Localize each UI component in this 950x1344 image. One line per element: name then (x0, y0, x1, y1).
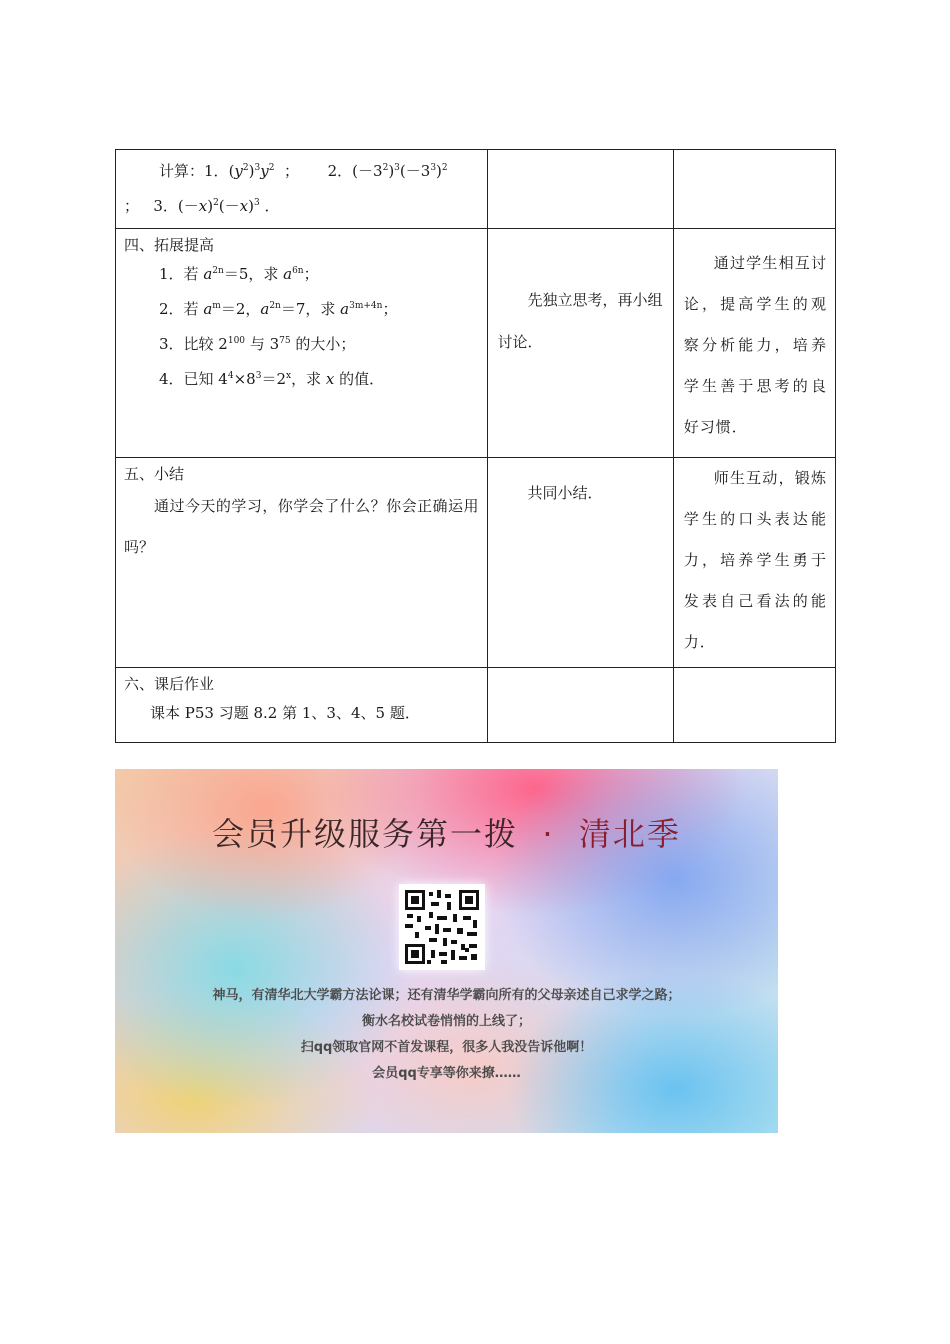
section-heading: 四、拓展提高 (124, 236, 215, 254)
activity-cell (487, 150, 673, 229)
banner-title: 会员升级服务第一拨 · 清北季 (212, 815, 681, 853)
activity-cell (487, 458, 673, 668)
section-heading: 五、小结 (124, 465, 185, 483)
activity-cell (487, 668, 673, 743)
content-cell (116, 229, 488, 458)
purpose-text: 通过学生相互讨论，提高学生的观察分析能力，培养学生善于思考的良好习惯． (683, 254, 827, 436)
purpose-cell (673, 458, 835, 668)
content-cell (116, 458, 488, 668)
activity-cell (487, 229, 673, 458)
summary-text: 通过今天的学习，你学会了什么？你会正确运用吗？ (124, 497, 479, 556)
activity-text: 共同小结． (527, 484, 603, 502)
content-cell (116, 668, 488, 743)
calc-line-1: 计算：1．$(y^2)^3y^2$ ； 2．$(-3^2)^3(-3^3)^2$ (159, 162, 448, 180)
exercise-4: 4．已知 $4^4\times 8^3=2^x$，求 x 的值． (159, 370, 385, 388)
content-cell (116, 150, 488, 229)
purpose-cell (673, 150, 835, 229)
table-row (116, 458, 836, 668)
homework-text: 课本 P53 习题 8.2 第 1、3、4、5 题． (150, 704, 420, 722)
table-row (116, 668, 836, 743)
banner-line: 会员qq专享等你来撩…… (372, 1066, 521, 1081)
section-heading: 六、课后作业 (124, 675, 215, 693)
banner-line: 神马，有清华北大学霸方法论课；还有清华学霸向所有的父母亲述自己求学之路； (212, 988, 681, 1003)
table-row (116, 229, 836, 458)
calc-line-2: ； 3．$(-x)^2(-x)^3$ ． (124, 197, 280, 215)
purpose-cell (673, 668, 835, 743)
activity-text: 先独立思考，再小组讨论． (497, 291, 663, 351)
purpose-text: 师生互动，锻炼学生的口头表达能力，培养学生勇于发表自己看法的能力． (683, 469, 827, 651)
banner-line: 衡水名校试卷悄悄的上线了； (361, 1014, 531, 1029)
exercise-1: 1．若 $a^{2n}=5$，求 $a^{6n}$； (159, 265, 319, 283)
table-row (116, 150, 836, 229)
banner-text (115, 983, 778, 1087)
banner-line: 扫qq领取官网不首发课程，很多人我没告诉他啊！ (300, 1040, 593, 1055)
exercise-3: 3．比较 $2^{100}$ 与 $3^{75}$ 的大小； (159, 335, 356, 353)
qr-code-icon[interactable] (399, 884, 485, 970)
lesson-plan-table (115, 149, 836, 743)
purpose-cell (673, 229, 835, 458)
exercise-2: 2．若 $a^m=2$，$a^{2n}=7$，求 $a^{3m+4n}$； (159, 300, 398, 318)
promo-banner[interactable] (115, 769, 778, 1133)
